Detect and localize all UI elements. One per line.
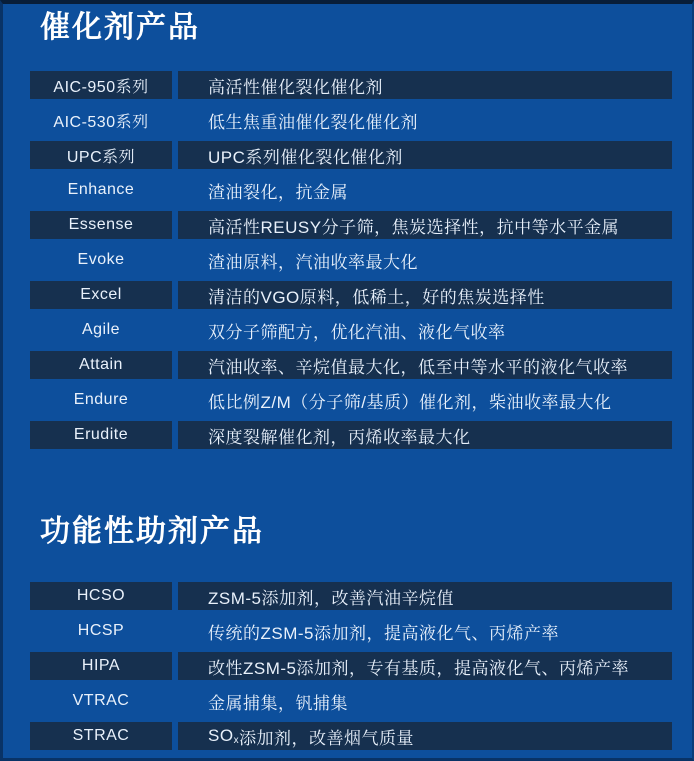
description-subscript: x [233, 735, 240, 746]
product-name: HCSO [30, 582, 172, 610]
product-description: 改性ZSM-5添加剂，专有基质，提高液化气、丙烯产率 [178, 652, 672, 680]
table-row [30, 687, 672, 715]
table-row [30, 316, 672, 344]
product-name: AIC-530系列 [53, 113, 149, 131]
table-row [30, 141, 672, 169]
product-name: Endure [73, 391, 129, 408]
table-row [30, 281, 672, 309]
product-description: UPC系列催化裂化催化剂 [178, 141, 672, 169]
table-row [30, 246, 672, 274]
table-row [30, 582, 672, 610]
product-name: UPC系列 [30, 141, 172, 169]
table-row [30, 386, 672, 414]
table-row [30, 421, 672, 449]
product-name: Evoke [77, 251, 125, 268]
section-title-additives: 功能性助剂产品 [40, 515, 264, 548]
product-name: STRAC [30, 722, 172, 750]
product-description: 高活性催化裂化催化剂 [178, 71, 672, 99]
product-name: Excel [30, 281, 172, 309]
product-name: Agile [81, 321, 121, 338]
additive-products-table [30, 582, 672, 750]
description-prefix: SO [208, 726, 234, 745]
product-description: 深度裂解催化剂，丙烯收率最大化 [178, 421, 672, 449]
product-name: Essense [30, 211, 172, 239]
table-row [30, 176, 672, 204]
table-row [30, 652, 672, 680]
product-description: 传统的ZSM-5添加剂，提高液化气、丙烯产率 [208, 623, 559, 643]
product-description [178, 722, 672, 750]
product-name: Enhance [67, 181, 135, 198]
product-name: Erudite [30, 421, 172, 449]
product-description: 渣油原料，汽油收率最大化 [208, 252, 418, 272]
product-description: 低生焦重油催化裂化催化剂 [208, 112, 418, 132]
product-description: 汽油收率、辛烷值最大化，低至中等水平的液化气收率 [178, 351, 672, 379]
table-row [30, 106, 672, 134]
product-description: 高活性REUSY分子筛，焦炭选择性，抗中等水平金属 [178, 211, 672, 239]
catalyst-products-table [30, 71, 672, 449]
table-row [30, 617, 672, 645]
product-description: 渣油裂化，抗金属 [208, 182, 348, 202]
product-description: 清洁的VGO原料，低稀土，好的焦炭选择性 [178, 281, 672, 309]
table-row [30, 351, 672, 379]
description-text: 添加剂，改善烟气质量 [239, 728, 415, 748]
table-row [30, 722, 672, 750]
product-name: AIC-950系列 [30, 71, 172, 99]
product-name: VTRAC [72, 692, 130, 709]
product-description: 金属捕集，钒捕集 [208, 693, 348, 713]
product-description: 双分子筛配方，优化汽油、液化气收率 [208, 322, 506, 342]
product-name: Attain [30, 351, 172, 379]
table-row [30, 71, 672, 99]
section-title-catalysts: 催化剂产品 [40, 11, 200, 44]
product-description: 低比例Z/M（分子筛/基质）催化剂，柴油收率最大化 [208, 392, 612, 412]
product-description: ZSM-5添加剂，改善汽油辛烷值 [178, 582, 672, 610]
product-name: HIPA [30, 652, 172, 680]
table-row [30, 211, 672, 239]
product-name: HCSP [77, 622, 125, 639]
